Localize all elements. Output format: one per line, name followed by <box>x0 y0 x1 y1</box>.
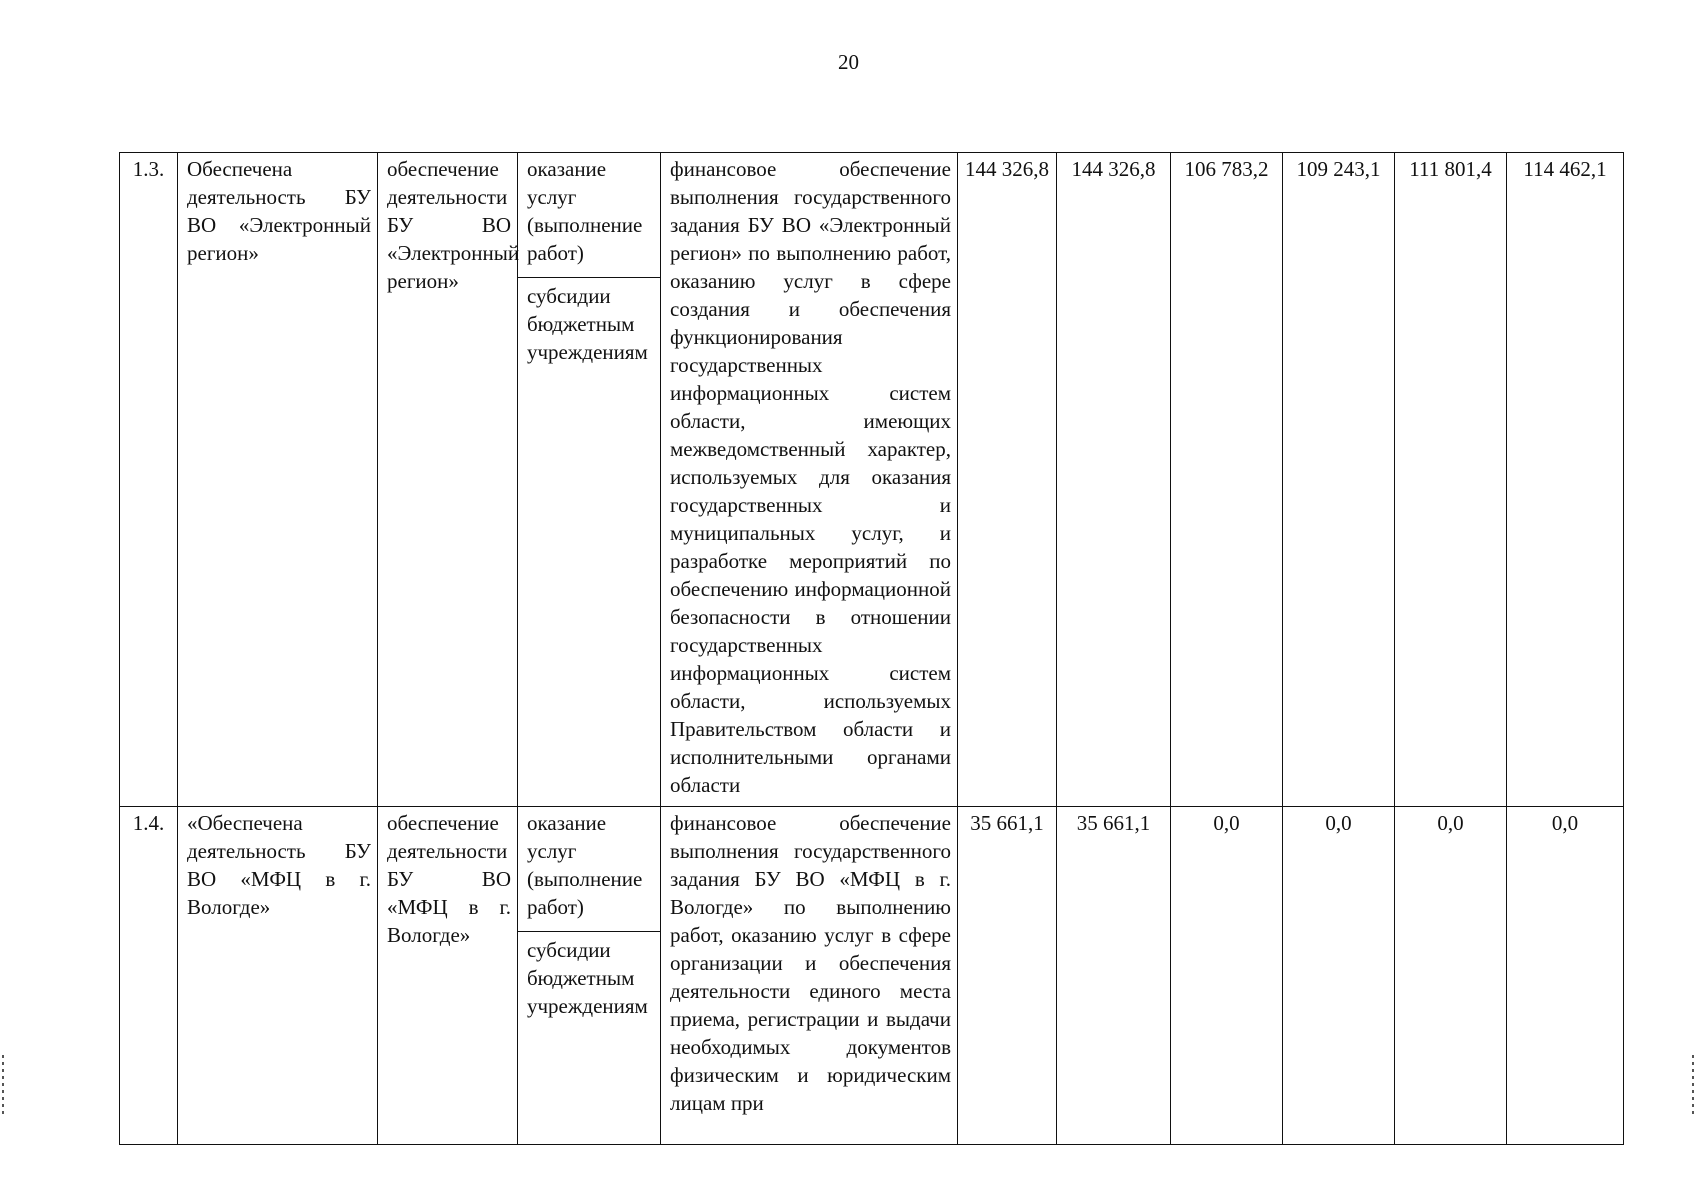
direction-secondary: субсидии бюджетным учреждениям <box>527 284 648 364</box>
result-cell: Обеспечена деятельность БУ ВО «Электронный регион» <box>178 153 378 807</box>
value-cell: 144 326,8 <box>1057 153 1171 807</box>
description-cell: финансовое обеспечение выполнения государственного задания БУ ВО «МФЦ в г. Вологде» по выполнению работ, оказанию услуг в сфере организации и обеспечения деятельности единого места приема, регистрации и выдачи необходимых документов физическим и юридическим лицам при <box>661 807 958 1145</box>
value-cell: 144 326,8 <box>958 153 1057 807</box>
value-cell: 35 661,1 <box>958 807 1057 1145</box>
direction-primary: оказание услуг (выполнение работ) <box>518 807 660 932</box>
direction-cell <box>518 153 661 807</box>
margin-scan-mark-left <box>2 1055 4 1115</box>
value-cell: 0,0 <box>1507 807 1624 1145</box>
table-row <box>120 153 1624 807</box>
row-number: 1.4. <box>120 807 178 1145</box>
value-cell: 106 783,2 <box>1171 153 1283 807</box>
direction-primary: оказание услуг (выполнение работ) <box>518 153 660 278</box>
margin-scan-mark-right <box>1692 1055 1694 1115</box>
direction-secondary: субсидии бюджетным учреждениям <box>527 938 648 1018</box>
page-number: 20 <box>838 50 859 74</box>
value-cell: 35 661,1 <box>1057 807 1171 1145</box>
row-number: 1.3. <box>120 153 178 807</box>
description-cell: финансовое обеспечение выполнения государственного задания БУ ВО «Электронный регион» по выполнению работ, оказанию услуг в сфере создания и обеспечения функционирования государственных информационных систем области, имеющих межведомственный характер, используемых для оказания государственных и муниципальных услуг, и разработке мероприятий по обеспечению информационной безопасности в отношении государственных информационных систем области, используемых Правительством области и исполнительными органами области <box>661 153 958 807</box>
value-cell: 114 462,1 <box>1507 153 1624 807</box>
value-cell: 0,0 <box>1171 807 1283 1145</box>
value-cell: 111 801,4 <box>1395 153 1507 807</box>
budget-table <box>119 152 1624 1145</box>
activity-cell: обеспечение деятельности БУ ВО «Электронный регион» <box>378 153 518 807</box>
value-cell: 0,0 <box>1395 807 1507 1145</box>
table-row <box>120 807 1624 1145</box>
direction-cell <box>518 807 661 1145</box>
value-cell: 109 243,1 <box>1283 153 1395 807</box>
result-cell: «Обеспечена деятельность БУ ВО «МФЦ в г. Вологде» <box>178 807 378 1145</box>
activity-cell: обеспечение деятельности БУ ВО «МФЦ в г. Вологде» <box>378 807 518 1145</box>
value-cell: 0,0 <box>1283 807 1395 1145</box>
